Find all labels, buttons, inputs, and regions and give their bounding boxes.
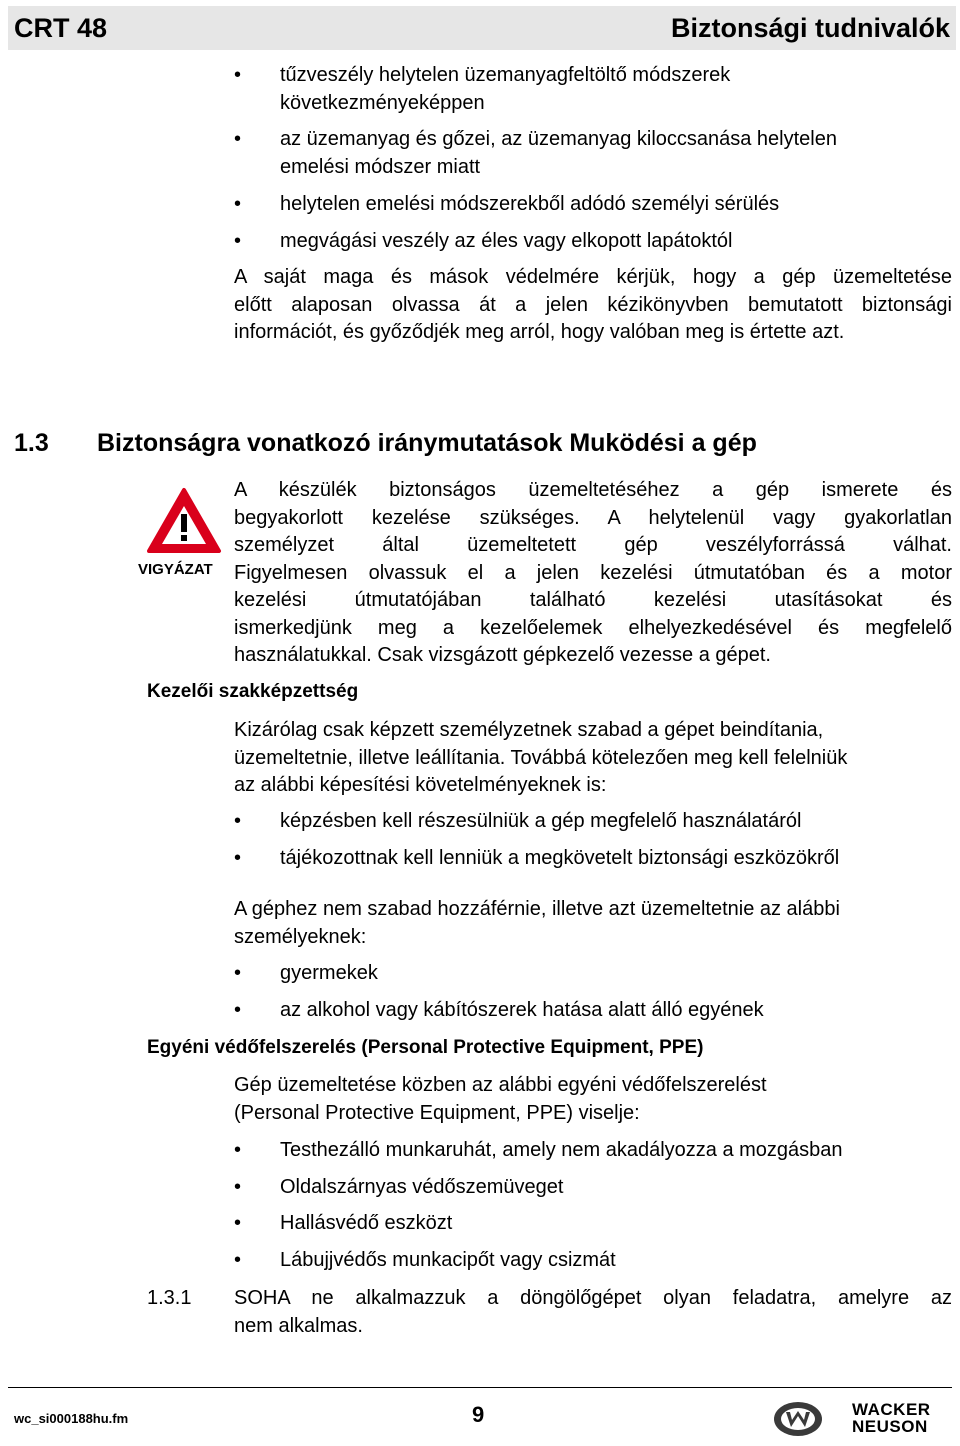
bullet-marker: • (234, 962, 242, 984)
qualification-line-1: Kizárólag csak képzett személyzetnek szabad a gépet beindítania, (234, 719, 824, 741)
section-title: Biztonságra vonatkozó iránymutatások Muködési a gép (97, 429, 757, 457)
bullet-marker: • (234, 1212, 242, 1234)
bullet-marker: • (234, 64, 242, 86)
page-number: 9 (472, 1402, 485, 1427)
intro-paragraph-line-3: információt, és győződjék meg arról, hogy valóban meg is értette azt. (234, 321, 845, 343)
intro-paragraph-line-1: A saját maga és mások védelmére kérjük, hogy a gép üzemeltetése (234, 266, 952, 288)
ppe-bullet-3: Hallásvédő eszközt (280, 1212, 453, 1234)
ppe-bullet-1: Testhezálló munkaruhát, amely nem akadályozza a mozgásban (280, 1139, 843, 1161)
brand-logo-text (852, 1401, 931, 1435)
ppe-bullet-4: Lábujjvédős munkacipőt vagy csizmát (280, 1249, 616, 1271)
warning-label: VIGYÁZAT (138, 561, 213, 578)
warning-line-5: kezelési útmutatójában található kezelési utasításokat és (234, 589, 952, 611)
access-line-1: A géphez nem szabad hozzáférnie, illetve azt üzemeltetnie az alábbi (234, 898, 840, 920)
warning-line-6: ismerkedjünk meg a kezelőelemek elhelyezkedésével és megfelelő (234, 616, 952, 639)
intro-bullet-1-line-2: következményeképpen (280, 91, 485, 114)
intro-paragraph-line-2: előtt alaposan olvassa át a jelen kézikönyvben bemutatott biztonsági (234, 293, 952, 316)
bullet-marker: • (234, 810, 242, 832)
warning-line-4: Figyelmesen olvassuk el a jelen kezelési útmutatóban és a motor (234, 561, 952, 584)
intro-bullet-3: helytelen emelési módszerekből adódó személyi sérülés (280, 193, 780, 215)
footer-rule (8, 1387, 952, 1388)
subsection-number: 1.3.1 (147, 1287, 192, 1309)
access-line-2: személyeknek: (234, 925, 367, 948)
intro-bullet-1-line-1: tűzveszély helytelen üzemanyagfeltöltő módszerek (280, 64, 731, 86)
qualification-heading: Kezelői szakképzettség (147, 681, 359, 702)
warning-triangle-icon (146, 486, 222, 554)
bullet-marker: • (234, 1176, 242, 1198)
intro-bullet-2-line-1: az üzemanyag és gőzei, az üzemanyag kiloccsanása helytelen (280, 128, 837, 150)
section-number: 1.3 (14, 429, 49, 457)
subsection-line-1: SOHA ne alkalmazzuk a döngölőgépet olyan feladatra, amelyre az (234, 1287, 952, 1309)
ppe-bullet-2: Oldalszárnyas védőszemüveget (280, 1176, 564, 1198)
footer-file-name: wc_si000188hu.fm (14, 1411, 129, 1426)
header-model: CRT 48 (14, 13, 108, 43)
access-bullet-1: gyermekek (280, 962, 378, 984)
wacker-neuson-logo-icon (772, 1400, 824, 1438)
bullet-marker: • (234, 1139, 242, 1161)
qualification-line-2: üzemeltetnie, illetve leállítania. Továbbá kötelezően meg kell felelniük (234, 746, 848, 769)
subsection-line-2: nem alkalmas. (234, 1314, 363, 1337)
ppe-heading: Egyéni védőfelszerelés (Personal Protective Equipment, PPE) (147, 1037, 704, 1058)
bullet-marker: • (234, 193, 242, 215)
bullet-marker: • (234, 1249, 242, 1271)
qualification-line-3: az alábbi képesítési követelményeknek is: (234, 774, 607, 796)
access-bullet-2: az alkohol vagy kábítószerek hatása alatt álló egyének (280, 999, 764, 1021)
header-section-title: Biztonsági tudnivalók (670, 13, 950, 43)
bullet-marker: • (234, 128, 242, 150)
warning-line-1: A készülék biztonságos üzemeltetéséhez a gép ismerete és (234, 479, 952, 501)
bullet-marker: • (234, 999, 242, 1021)
ppe-line-2: (Personal Protective Equipment, PPE) viselje: (234, 1101, 640, 1124)
brand-logo-line-2: NEUSON (852, 1417, 928, 1436)
intro-bullet-4: megvágási veszély az éles vagy elkopott lapátoktól (280, 230, 733, 252)
qualification-bullet-1: képzésben kell részesülniük a gép megfelelő használatáról (280, 810, 802, 832)
qualification-bullet-2: tájékozottnak kell lenniük a megkövetelt biztonsági eszközökről (280, 847, 840, 869)
warning-line-3: személyzet által üzemeltetett gép veszélyforrássá válhat. (234, 534, 952, 556)
intro-bullet-2-line-2: emelési módszer miatt (280, 155, 481, 178)
ppe-line-1: Gép üzemeltetése közben az alábbi egyéni védőfelszerelést (234, 1074, 767, 1096)
bullet-marker: • (234, 847, 242, 869)
warning-line-2: begyakorlott kezelése szükséges. A helytelenül vagy gyakorlatlan (234, 506, 952, 529)
brand-logo-line-1: WACKER (852, 1400, 931, 1419)
bullet-marker: • (234, 230, 242, 252)
warning-line-7: használatukkal. Csak vizsgázott gépkezelő vezesse a gépet. (234, 644, 771, 666)
